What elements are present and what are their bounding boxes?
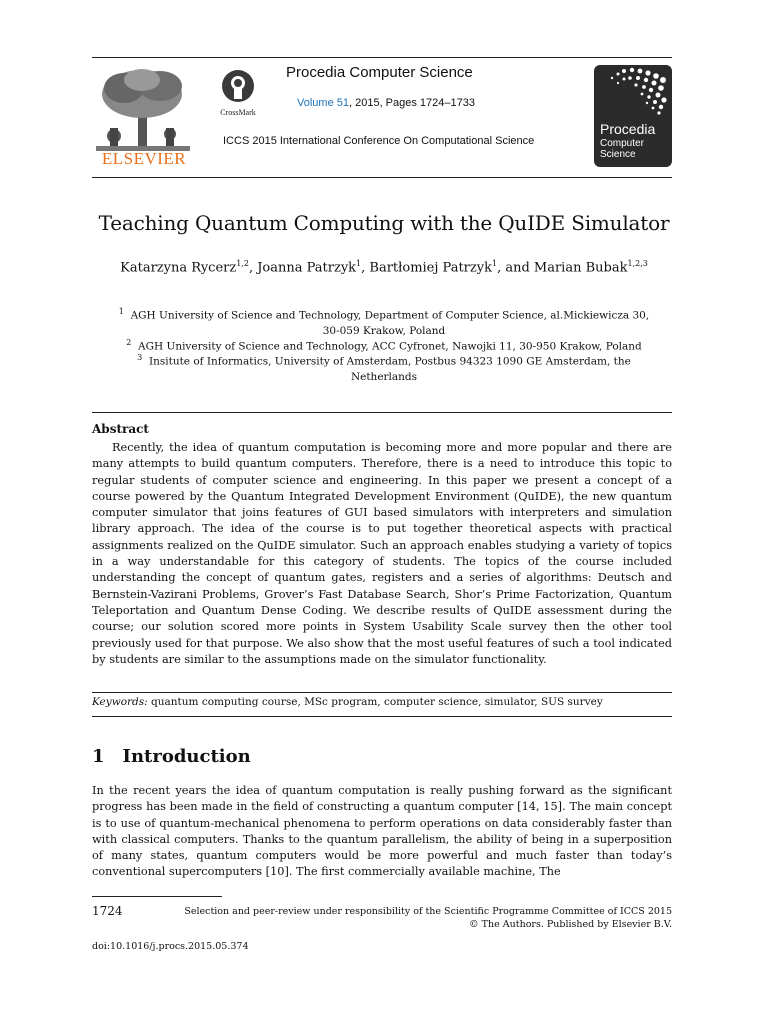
header-bottom-rule [92,177,672,178]
crossmark-icon [220,68,256,104]
keywords-label: Keywords: [92,696,148,708]
doi-link[interactable]: doi:10.1016/j.procs.2015.05.374 [92,941,249,952]
affiliation-number: 3 [137,353,143,362]
crossmark-label: CrossMark [220,108,256,117]
footer-note: Selection and peer-review under responsibility of the Scientific Programme Committee of ICCS 2015 [184,906,672,917]
author-name: Katarzyna Rycerz [120,260,237,276]
cover-title: Procedia [600,121,656,137]
affiliation-3 [100,350,668,385]
author-list [100,255,668,277]
journal-title: Procedia Computer Science [286,64,473,81]
journal-cover [594,65,672,167]
author-separator: , [248,260,258,276]
cover-subtitle [600,138,644,160]
affiliation-text: AGH University of Science and Technology, ACC Cyfronet, Nawojki 11, 30-950 Krakow, Poland [138,340,642,353]
elsevier-wordmark: ELSEVIER [101,149,187,168]
affiliation-text: Insitute of Informatics, University of Amsterdam, Postbus 94323 1090 GE Amsterdam, the [148,355,631,368]
author-separator: , and [497,260,534,276]
author-affil-sup: 1 [491,259,498,268]
abstract-bottom-rule [92,692,672,693]
keywords [92,696,672,708]
volume-line [297,97,475,109]
section-number: 1 [92,746,105,767]
affiliation-number: 2 [126,338,132,347]
keywords-text: quantum computing course, MSc program, computer science, simulator, SUS survey [151,696,603,708]
author-affil-sup: 1,2,3 [627,259,648,268]
affiliation-text: 30-059 Krakow, Poland [322,324,446,337]
author-name: Marian Bubak [533,260,628,276]
cover-dots-graphic [594,65,672,121]
affiliation-text: AGH University of Science and Technology, Department of Computer Science, al.Mickiewicza 30, [130,309,650,322]
abstract-text: Recently, the idea of quantum computation is becoming more and more popular and there are many attempts to build quantum computers. Therefore, there is a need to introduce this topic to regular students of computer science and engineering. In this paper we present a concept of a course powered by the Quantum Integrated Development Environment (QuIDE), the new quantum computer simulator that joins features of GUI based simulators with interpreters and simulation library approach. The idea of the course is to put together theoretical aspects with practical assignments realized on the QuIDE simulator. Such an approach enables studying a variety of topics in a way understandable for this category of students. The topics of the course included understanding the concept of quantum gates, registers and a series of algorithms: Deutsch and Bernstein-Vazirani Problems, Grover’s Fast Database Search, Shor’s Prime Factorization, Quantum Teleportation and Quantum Dense Coding. We describe results of QuIDE assessment during the course; our solution scored more points in System Usability Scale survey then the other tool previously used for that purpose. We also show that the most useful features of such a tool indicated by students are similar to the assumptions made on the simulator functionality. [92,441,672,666]
affiliation-number: 1 [118,307,124,316]
header-top-rule [92,57,672,58]
paper-title: Teaching Quantum Computing with the QuIDE Simulator [98,211,670,235]
cover-subtitle-line2: Science [600,149,636,160]
author-affil-sup: 1,2 [236,259,249,268]
author-separator: , [361,260,370,276]
affiliation-1 [100,304,668,339]
copyright-note: © The Authors. Published by Elsevier B.V. [469,919,672,930]
crossmark-badge[interactable] [214,68,262,117]
volume-link[interactable]: Volume 51 [297,97,349,109]
abstract-top-rule [92,412,672,413]
elsevier-tree-logo [94,66,192,152]
section-title: Introduction [122,746,251,767]
section-heading [92,746,251,767]
author-affil-sup: 1 [356,259,362,268]
introduction-text: In the recent years the idea of quantum computation is really pushing forward as the significant progress has been made in the field of constructing a quantum computer [14, 15]. The main concept is to use of quantum-mechanical phenomena to perform operations on data considerably faster than with classical computers. Thanks to the quantum parallelism, the ability of being in a superposition of many states, quantum computers would be more powerful and much faster than today’s conventional supercomputers [10]. The first commercially available machine, The [92,784,672,879]
keywords-bottom-rule [92,716,672,717]
cover-subtitle-line1: Computer [600,138,644,149]
author-name: Bartłomiej Patrzyk [369,260,492,276]
author-name: Joanna Patrzyk [257,260,357,276]
abstract-heading: Abstract [92,422,149,436]
footer-rule [92,896,222,897]
volume-pages: , 2015, Pages 1724–1733 [348,97,475,109]
page-number: 1724 [92,904,123,918]
affiliation-text: Netherlands [350,370,418,383]
conference-name: ICCS 2015 International Conference On Computational Science [223,135,535,147]
